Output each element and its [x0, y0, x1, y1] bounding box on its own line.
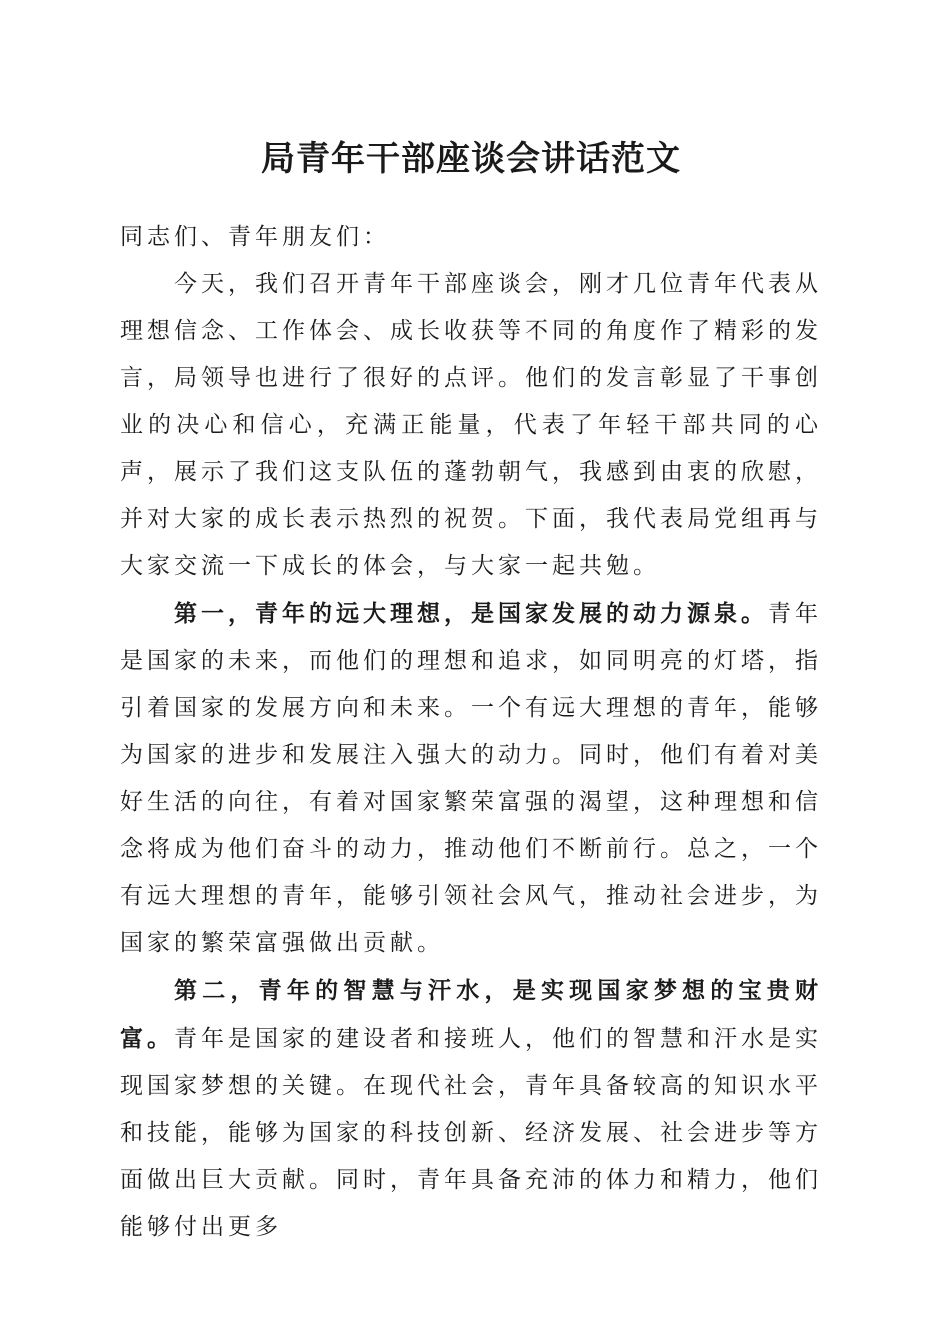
- paragraph-text: 青年是国家的未来，而他们的理想和追求，如同明亮的灯塔，指引着国家的发展方向和未来。一个有远大理想的青年，能够为国家的进步和发展注入强大的动力。同时，他们有着对美好生活的向往，有着对国家繁荣富强的渴望，这种理想和信念将成为他们奋斗的动力，推动他们不断前行。总之，一个有远大理想的青年，能够引领社会风气，推动社会进步，为国家的繁荣富强做出贡献。: [120, 601, 822, 956]
- paragraph-lead: 第一，青年的远大理想，是国家发展的动力源泉。: [174, 600, 768, 627]
- document-body: [120, 214, 822, 1251]
- paragraph-intro: [120, 261, 822, 590]
- paragraph-text: 青年是国家的建设者和接班人，他们的智慧和汗水是实现国家梦想的关键。在现代社会，青年具备较高的知识水平和技能，能够为国家的科技创新、经济发展、社会进步等方面做出巨大贡献。同时，青年具备充沛的体力和精力，他们能够付出更多: [120, 1026, 822, 1240]
- document-title: 局青年干部座谈会讲话范文: [261, 139, 681, 179]
- paragraph-point-one: [120, 590, 822, 967]
- paragraph-text: 今天，我们召开青年干部座谈会，刚才几位青年代表从理想信念、工作体会、成长收获等不同的角度作了精彩的发言，局领导也进行了很好的点评。他们的发言彰显了干事创业的决心和信心，充满正能量，代表了年轻干部共同的心声，展示了我们这支队伍的蓬勃朝气，我感到由衷的欣慰，并对大家的成长表示热烈的祝贺。下面，我代表局党组再与大家交流一下成长的体会，与大家一起共勉。: [120, 271, 822, 579]
- paragraph-point-two: [120, 967, 822, 1251]
- paragraph-lead: 第二，青年的智慧与汗水，是实现国家梦想的宝贵财富。: [120, 977, 822, 1052]
- salutation: 同志们、青年朋友们：: [120, 224, 390, 250]
